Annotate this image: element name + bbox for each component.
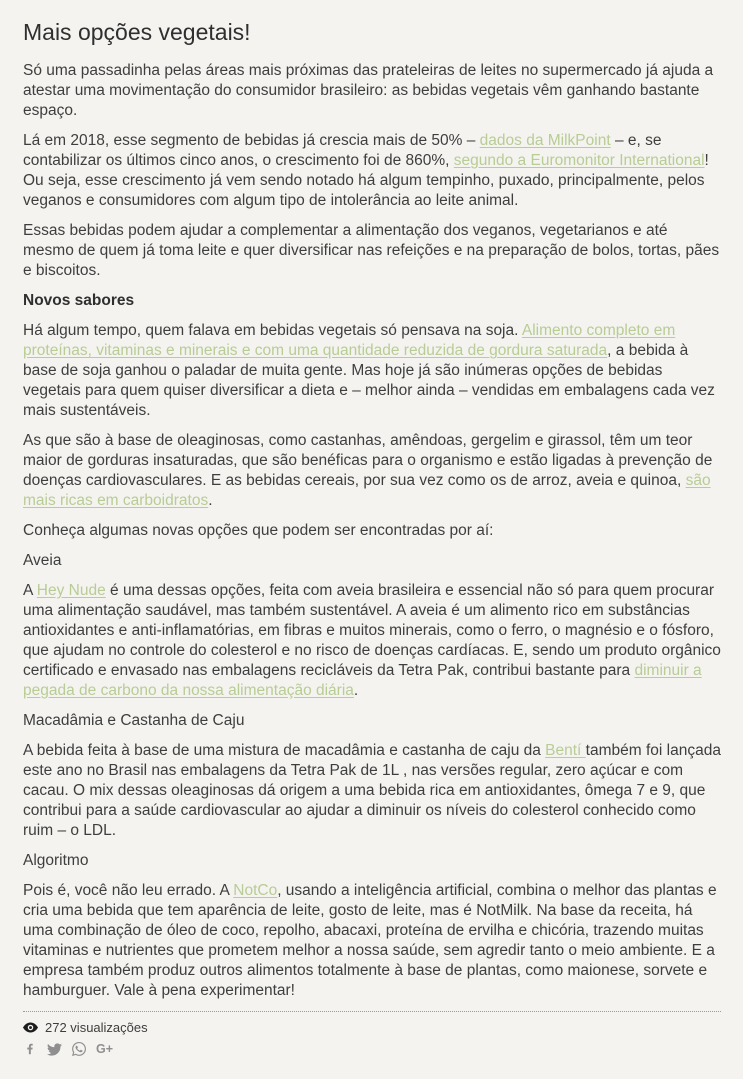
inline-link[interactable]: Alimento completo em proteínas, vitaminas e minerais e com uma quantidade reduzida de gordura saturada [23,322,676,359]
paragraph: Essas bebidas podem ajudar a complementar a alimentação dos veganos, vegetarianos e até mesmo de quem já toma leite e quer diversificar nas refeições e na preparação de bolos, tortas, pães e biscoitos. [23,222,720,279]
inline-link[interactable]: NotCo [233,882,278,899]
paragraph: Lá em 2018, esse segmento de bebidas já crescia mais de 50% – dados da MilkPoint – e, se contabilizar os últimos cinco anos, o crescimento foi de 860%, segundo a Euromonitor International! Ou seja, esse crescimento já vem sendo notado há algum tempinho, puxado, principalmente, pelos veganos e consumidores com algum tipo de intolerância ao leite animal. [23,132,709,209]
paragraph: Pois é, você não leu errado. A NotCo, usando a inteligência artificial, combina o melhor das plantas e cria uma bebida que tem aparência de leite, gosto de leite, mas é NotMilk. Na base da receita, há uma combinação de óleo de coco, repolho, abacaxi, proteína de ervilha e chicória, trazendo muitas vitaminas e nutrientes que prometem melhor a nossa saúde, sem agredir tanto o meio ambiente. E a empresa também produz outros alimentos totalmente à base de plantas, como maionese, sorvete e hamburguer. Vale à pena experimentar! [23,882,717,999]
section-heading: Novos sabores [23,292,135,309]
page-title: Mais opções vegetais! [23,19,251,45]
inline-link[interactable]: Bentí [545,742,586,759]
eye-icon [23,1022,38,1033]
inline-link[interactable]: diminuir a pegada de carbono da nossa alimentação diária [23,662,702,699]
paragraph: Conheça algumas novas opções que podem ser encontradas por aí: [23,522,494,539]
paragraph: Aveia [23,552,62,569]
paragraph: A bebida feita à base de uma mistura de macadâmia e castanha de caju da Bentí também foi lançada este ano no Brasil nas embalagens da Tetra Pak de 1L , nas versões regular, zero açúcar e com cacau. O mix dessas oleaginosas dá origem a uma bebida rica em antioxidantes, ômega 7 e 9, que contribui para a saúde cardiovascular ao ajudar a diminuir os níveis do colesterol conhecido como ruim – o LDL. [23,742,721,839]
whatsapp-share-icon[interactable] [72,1042,86,1056]
social-row [23,1041,721,1057]
paragraph: Só uma passadinha pelas áreas mais próximas das prateleiras de leites no supermercado já ajuda a atestar uma movimentação do consumidor brasileiro: as bebidas vegetais vêm ganhando bastante espaço. [23,62,714,119]
facebook-share-icon[interactable] [23,1042,37,1056]
views-row [23,1020,721,1035]
inline-link[interactable]: segundo a Euromonitor International [453,152,705,169]
views-count: 272 visualizações [45,1020,148,1035]
paragraph: Macadâmia e Castanha de Caju [23,712,245,729]
paragraph: Há algum tempo, quem falava em bebidas vegetais só pensava na soja. Alimento completo em proteínas, vitaminas e minerais e com uma quantidade reduzida de gordura saturada, a bebida à base de soja ganhou o paladar de muita gente. Mas hoje já são inúmeras opções de bebidas vegetais para quem quiser diversificar a dieta e – melhor ainda – vendidas em embalagens cada vez mais sustentáveis. [23,322,715,419]
paragraph: Algoritmo [23,852,89,869]
article-body [23,61,721,1001]
twitter-share-icon[interactable] [47,1043,62,1056]
google-plus-share-icon[interactable]: G+ [96,1042,114,1056]
paragraph: As que são à base de oleaginosas, como castanhas, amêndoas, gergelim e girassol, têm um teor maior de gorduras insaturadas, que são benéficas para o organismo e estão ligadas à prevenção de doenças cardiovasculares. E as bebidas cereais, por sua vez como os de arroz, aveia e quinoa, são mais ricas em carboidratos. [23,432,713,509]
inline-link[interactable]: Hey Nude [36,582,106,599]
footer-divider [23,1011,721,1012]
paragraph: A Hey Nude é uma dessas opções, feita com aveia brasileira e essencial não só para quem procurar uma alimentação saudável, mas também sustentável. A aveia é um alimento rico em substâncias antioxidantes e anti-inflamatórias, em fibras e muitos minerais, como o ferro, o magnésio e o fósforo, que ajudam no controle do colesterol e no risco de doenças cardíacas. E, sendo um produto orgânico certificado e envasado nas embalagens recicláveis da Tetra Pak, contribui bastante para diminuir a pegada de carbono da nossa alimentação diária. [23,582,721,699]
inline-link[interactable]: são mais ricas em carboidratos [23,472,711,509]
inline-link[interactable]: dados da MilkPoint [479,132,611,149]
